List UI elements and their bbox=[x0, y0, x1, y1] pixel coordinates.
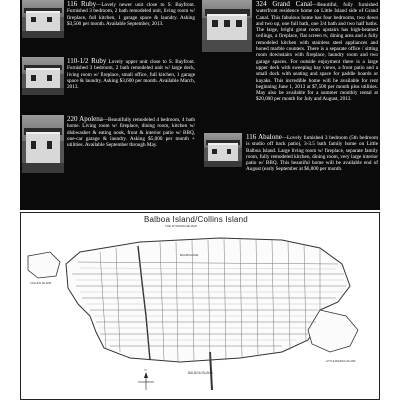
listing-description: —Lovely newer unit close to S. Bayfront. Furnished 3 bedroom, 2 bath remodeled unit, living room w/ fireplace, full kitchen, 1 garage space & laundry. Asking $3,500 per month. Available September, 2013. bbox=[67, 2, 195, 27]
island-map-drawing bbox=[20, 212, 380, 400]
listing-116-abalone bbox=[246, 133, 378, 173]
map-subtitle: THE DYNAMICHE MAP bbox=[165, 224, 198, 228]
listing-description: Lovely upper unit close to S. Bayfront. Furnished 3 bedroom, 2 bath remodeled unit w/ large deck, living room w/ fireplace, small office, full kitchen, 1 garage space & laundry. Asking $3,600 per month. Available March, 2013. bbox=[67, 59, 196, 91]
listing-110-ruby bbox=[67, 57, 195, 90]
listing-title: 110-1/2 Ruby bbox=[67, 57, 107, 65]
north-label: N bbox=[144, 368, 147, 372]
listing-324-grand-canal bbox=[256, 0, 378, 103]
listing-photo-110-ruby bbox=[22, 57, 64, 95]
listing-photo-116-abalone bbox=[204, 133, 242, 167]
listing-title: 220 Apolena bbox=[67, 115, 103, 123]
listing-description: —Beautiful, fully furnished waterfront residence home on Little Island side of Grand Canal. This fabulous home has four bedrooms, two down and two up, one full bath, one 3/4 bath and two half baths. The large, bright great room upstairs has high-beamed ceilings, a fireplace, flat screen tv, dining area and a fully remodeled kitchen with stainless steel appliances and honed marble counters. There is a separate office / sitting room downstairs with fireplace, laundry room and two garage spaces. For outside enjoyment there is a large upper deck with sweeping bay views, a front patio and a small dock with seating and space for paddle boards or kayaks. This incredible home will be available for rent beginning June 1, 2013 at $7,500 per month plus utilities. May also be available for a summer monthly rental at $20,000 per month for July and August, 2013. bbox=[256, 2, 378, 103]
little-island-label: LITTLE BALBOA ISLAND bbox=[326, 360, 356, 363]
listing-photo-116-ruby bbox=[22, 0, 64, 38]
listing-220-apolena bbox=[67, 115, 195, 148]
listings-panel bbox=[20, 0, 380, 210]
island-map bbox=[20, 212, 380, 400]
map-title: Balboa Island/Collins Island bbox=[144, 215, 248, 224]
listing-description: —Beautifully remodeled 4 bedroom, 4 bath home. Living room w/ fireplace, dining room, kitchen w/ dishwasher & eating nook, front & interior patio w/ BBQ, one-car garage & laundry. Asking $5,000 per month + utilities. Available September through May. bbox=[67, 117, 195, 149]
listing-116-ruby bbox=[67, 0, 195, 27]
street-label-main: BALBOA AVE bbox=[180, 253, 199, 257]
listing-title: 324 Grand Canal bbox=[256, 0, 313, 8]
listings-column-right bbox=[200, 0, 380, 210]
listings-column-left bbox=[20, 0, 196, 210]
listing-title: 116 Ruby bbox=[67, 0, 97, 8]
street-label-bottom: BALBOA ISLAND bbox=[188, 371, 213, 375]
listing-photo-324-grand-canal bbox=[202, 0, 252, 52]
listing-title: 116 Abalone bbox=[246, 133, 282, 141]
listing-description: —Lovely furnished 3 bedroom (5th bedroom is studio off back patio), 3-3.5 bath family home on Little Balboa Island. Large living room w/ fireplace, separate family room, fully remodeled kitchen, dining room, very large interior patio w/ BBQ. This beautiful home will be available end of August (early September at $6,800 per month. bbox=[246, 135, 378, 173]
listing-photo-220-apolena bbox=[22, 115, 64, 173]
collins-island-label: COLLINS ISLAND bbox=[30, 282, 52, 285]
